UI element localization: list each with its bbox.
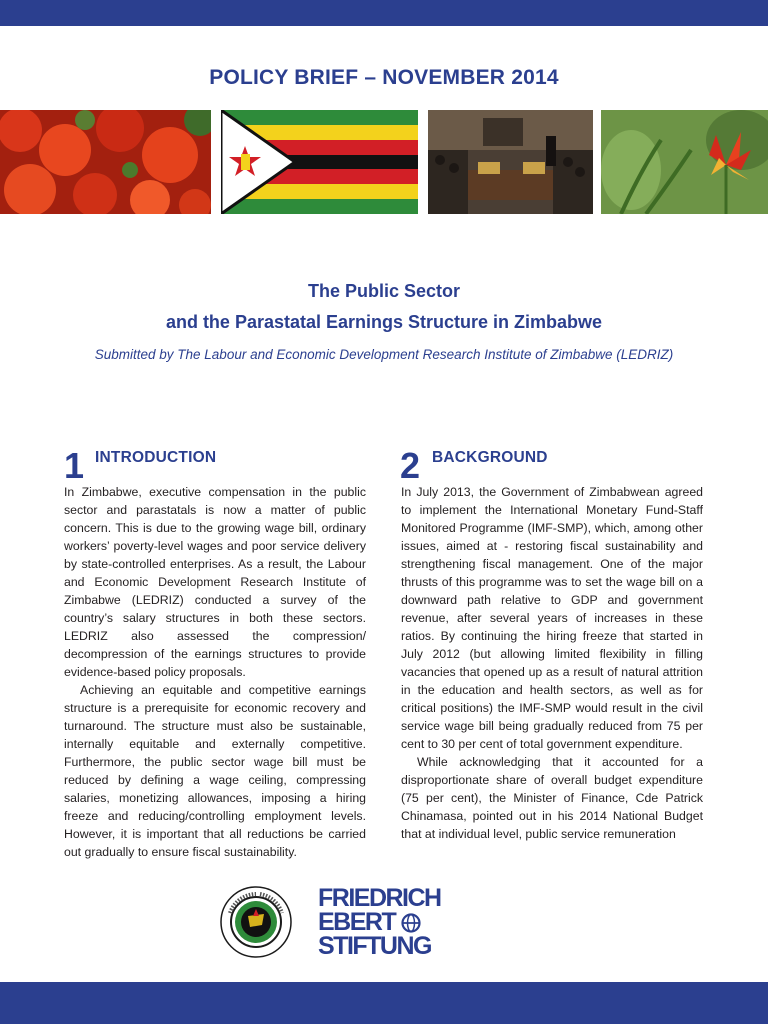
document-title-line-2: and the Parastatal Earnings Structure in Zimbabwe [165, 312, 603, 332]
introduction-paragraph: Achieving an equitable and competitive earnings structure is a prerequisite for economic recovery and turnaround. The structure must also be sustainable, internally equitable and externally competitive. Furthermore, the public sector wage bill must be reduced by defining a wage ceiling, compressing salaries, monetizing allowances, imposing a hiring freeze and reducing/controlling employment levels. However, it is important that all reductions be carried out gradually to ensure fiscal sustainability. [64, 683, 366, 859]
background-paragraph: In July 2013, the Government of Zimbabwean agreed to implement the International Monetary Fund-Staff Monitored Programme (IMF-SMP), which, among other issues, aimed at - restoring fiscal sustainability and strengthening fiscal management. One of the major thrusts of this programme was to set the wage bill on a downward path relative to GDP and government revenue, after several years of increases in these ratios. By continuing the hiring freeze that started in July 2012 (but allowing limited flexibility in filling vacancies that opened up as a result of natural attrition in the education and health sectors, as well as for critical positions) the IMF-SMP would result in the civil service wage bill being gradually reduced from 75 per cent to 30 per cent of total government expenditure. [401, 485, 703, 751]
background-text-column [401, 483, 703, 863]
friedrich-ebert-stiftung-logo [318, 886, 452, 960]
top-color-band [0, 0, 768, 26]
section-number-2: 2 [400, 445, 421, 486]
background-paragraph: While acknowledging that it accounted for a disproportionate share of overall budget expenditure (75 per cent), the Minister of Finance, Cde Patrick Chinamasa, pointed out in his 2014 National Budget that at individual level, public service remuneration [401, 755, 703, 841]
policy-brief-title: POLICY BRIEF – NOVEMBER 2014 [209, 66, 559, 89]
fes-logo-ebert: EBERT [318, 908, 396, 936]
introduction-text-column [64, 483, 366, 861]
fes-logo-line-3: STIFTUNG [318, 932, 431, 960]
zimbabwe-flag-photo [221, 110, 418, 214]
section-heading-background: BACKGROUND [432, 449, 548, 466]
document-subtitle: Submitted by The Labour and Economic Development Research Institute of Zimbabwe (LEDRIZ) [94, 347, 674, 362]
flame-lily-tree-photo [0, 110, 211, 214]
document-title-line-1: The Public Sector [307, 281, 461, 301]
section-heading-introduction: INTRODUCTION [95, 449, 217, 466]
section-number-1: 1 [64, 445, 85, 486]
fes-logo-line-2 [318, 910, 452, 934]
ledriz-seal-logo [218, 885, 294, 961]
bottom-color-band [0, 982, 768, 1024]
fes-globe-icon [401, 913, 421, 933]
fes-logo-line-1: FRIEDRICH [318, 884, 441, 912]
flame-lily-flower-photo [601, 110, 768, 214]
parliament-chamber-photo [428, 110, 593, 214]
introduction-paragraph: In Zimbabwe, executive compensation in the public sector and parastatals is now a matter of public concern. This is due to the growing wage bill, ordinary workers’ poverty-level wages and poor service delivery by state-controlled enterprises. As a result, the Labour and Economic Development Research Institute of Zimbabwe (LEDRIZ) conducted a survey of the country’s salary structures in both these sectors. LEDRIZ also assessed the compression/ decompression of the earnings structures to provide evidence-based policy proposals. [64, 485, 366, 679]
